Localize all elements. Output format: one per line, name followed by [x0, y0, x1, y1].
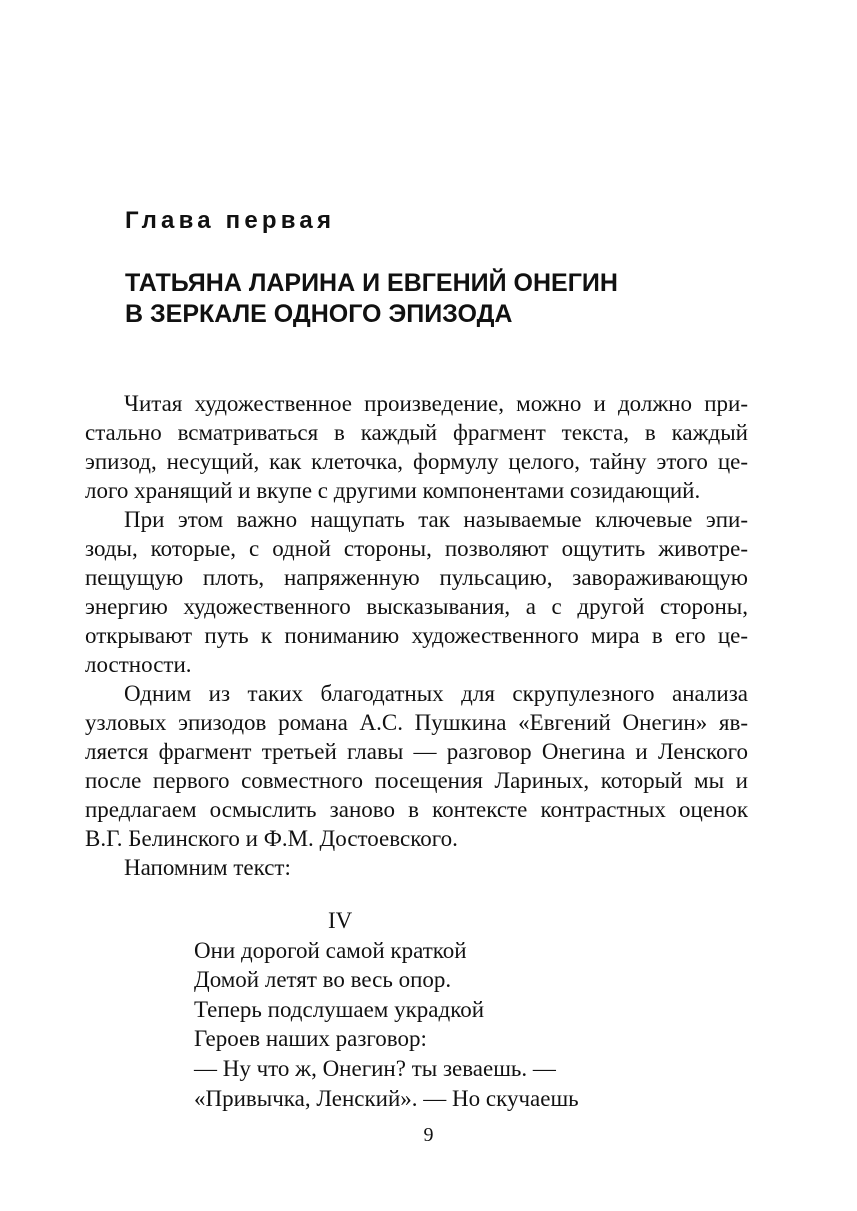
paragraph: [85, 389, 748, 505]
text-line: эпизод, несущий, как клеточка, формулу целого, тайну этого це-: [85, 449, 748, 474]
text-line: лостности.: [85, 652, 192, 677]
text-line: лого хранящий и вкупе с другими компонентами созидающий.: [85, 478, 701, 503]
chapter-title-line: ТАТЬЯНА ЛАРИНА И ЕВГЕНИЙ ОНЕГИН: [125, 269, 618, 297]
verse-line: Домой летят во весь опор.: [194, 967, 452, 993]
text-line: после первого совместного посещения Лариных, который мы и: [85, 768, 748, 793]
verse-line: Теперь подслушаем украдкой: [194, 996, 485, 1022]
paragraph: [85, 505, 748, 679]
verse-line: «Привычка, Ленский». — Но скучаешь: [194, 1085, 579, 1111]
verse-line: — Ну что ж, Онегин? ты зеваешь. —: [194, 1055, 556, 1081]
text-line: открывают путь к пониманию художественного мира в его це-: [85, 623, 748, 648]
page-number: 9: [423, 1124, 434, 1146]
stanza-number: IV: [328, 908, 353, 933]
text-line: стально всматриваться в каждый фрагмент текста, в каждый: [85, 420, 748, 445]
text-line: ляется фрагмент третьей главы — разговор Онегина и Ленского: [85, 739, 748, 764]
text-line: В.Г. Белинского и Ф.М. Достоевского.: [85, 826, 458, 851]
text-line: Напомним текст:: [124, 855, 291, 880]
text-line: При этом важно нащупать так называемые ключевые эпи-: [124, 507, 748, 532]
text-line: зоды, которые, с одной стороны, позволяют ощутить животре-: [85, 536, 748, 561]
chapter-label: Глава первая: [125, 207, 336, 234]
text-line: пещущую плоть, напряженную пульсацию, завораживающую: [85, 565, 748, 590]
text-line: узловых эпизодов романа А.С. Пушкина «Евгений Онегин» яв-: [85, 710, 748, 735]
text-line: Читая художественное произведение, можно и должно при-: [124, 391, 748, 416]
text-line: предлагаем осмыслить заново в контексте контрастных оценок: [85, 797, 748, 822]
text-line: Одним из таких благодатных для скрупулезного анализа: [124, 681, 748, 706]
chapter-title-line: В ЗЕРКАЛЕ ОДНОГО ЭПИЗОДА: [125, 300, 513, 328]
paragraph: [85, 679, 748, 853]
text-line: энергию художественного высказывания, а с другой стороны,: [85, 594, 748, 619]
verse-line: Они дорогой самой краткой: [194, 937, 467, 963]
body-text: [85, 389, 748, 882]
paragraph: [85, 853, 748, 882]
chapter-title: [125, 268, 618, 330]
poem-excerpt: [194, 906, 579, 1113]
verse-line: Героев наших разговор:: [194, 1026, 427, 1052]
